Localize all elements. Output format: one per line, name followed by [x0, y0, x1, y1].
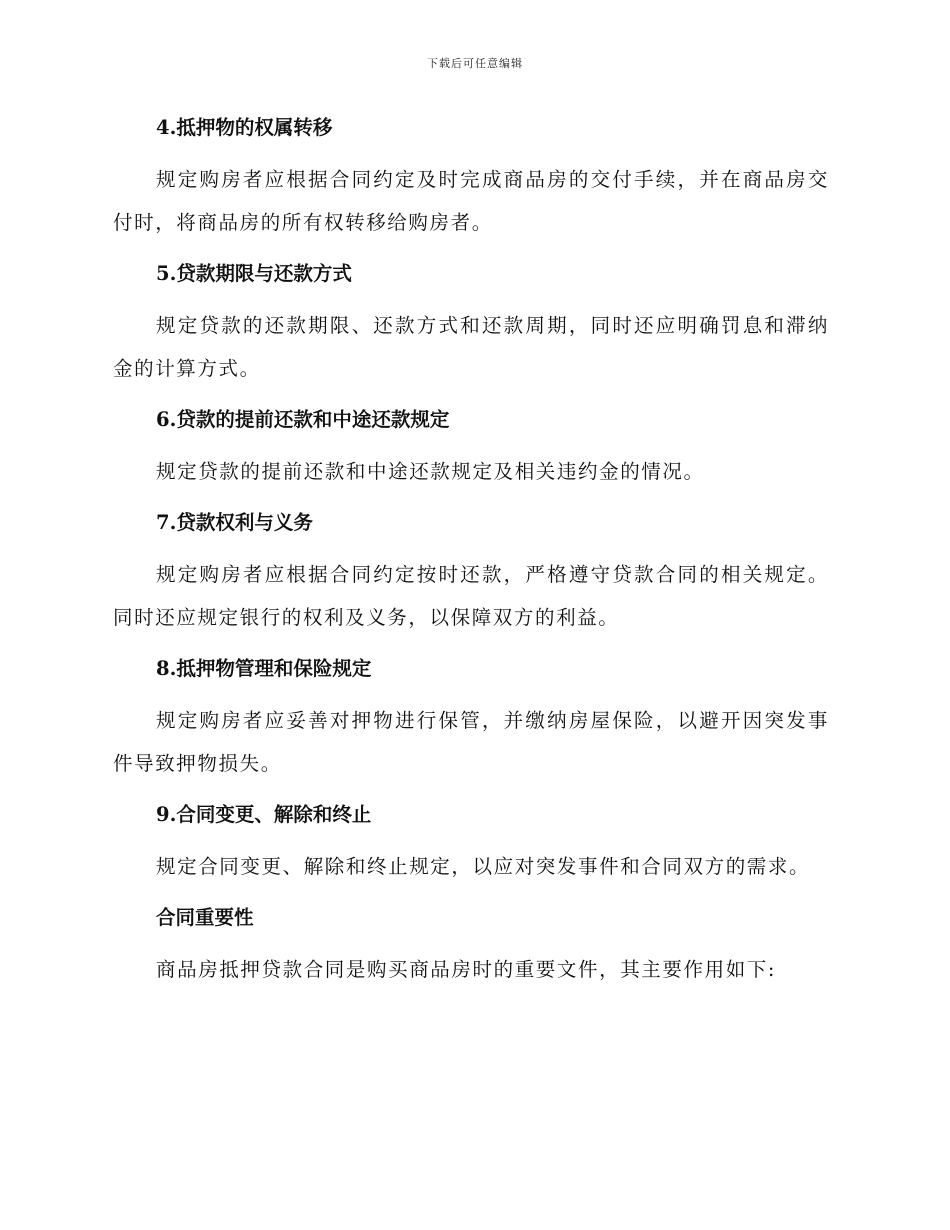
section-heading: 5.贷款期限与还款方式	[156, 262, 352, 285]
section-paragraph: 规定购房者应根据合同约定及时完成商品房的交付手续，并在商品房交付时，将商品房的所有权转移给购房者。	[113, 168, 829, 234]
section-paragraph: 规定购房者应妥善对押物进行保管，并缴纳房屋保险，以避开因突发事件导致押物损失。	[113, 709, 829, 775]
section-paragraph: 商品房抵押贷款合同是购买商品房时的重要文件，其主要作用如下:	[156, 958, 777, 981]
section-paragraph: 规定合同变更、解除和终止规定，以应对突发事件和合同双方的需求。	[156, 855, 811, 878]
section-9	[113, 795, 829, 888]
section-paragraph: 规定贷款的还款期限、还款方式和还款周期，同时还应明确罚息和滞纳金的计算方式。	[113, 314, 829, 380]
section-6	[113, 400, 829, 493]
section-4	[113, 108, 829, 244]
page-header-note: 下载后可任意编辑	[427, 57, 523, 70]
section-paragraph: 规定贷款的提前还款和中途还款规定及相关违约金的情况。	[156, 460, 705, 483]
section-heading: 7.贷款权利与义务	[156, 511, 313, 534]
section-paragraph: 规定购房者应根据合同约定按时还款，严格遵守贷款合同的相关规定。同时还应规定银行的权利及义务，以保障双方的利益。	[113, 563, 829, 629]
section-8	[113, 649, 829, 785]
section-7	[113, 503, 829, 639]
section-heading: 4.抵押物的权属转移	[156, 116, 333, 139]
section-heading: 9.合同变更、解除和终止	[156, 803, 372, 826]
section-importance	[113, 898, 829, 991]
section-5	[113, 254, 829, 390]
section-heading: 8.抵押物管理和保险规定	[156, 657, 372, 680]
section-heading: 合同重要性	[156, 906, 254, 929]
document-body	[113, 108, 829, 991]
section-heading: 6.贷款的提前还款和中途还款规定	[156, 408, 450, 431]
